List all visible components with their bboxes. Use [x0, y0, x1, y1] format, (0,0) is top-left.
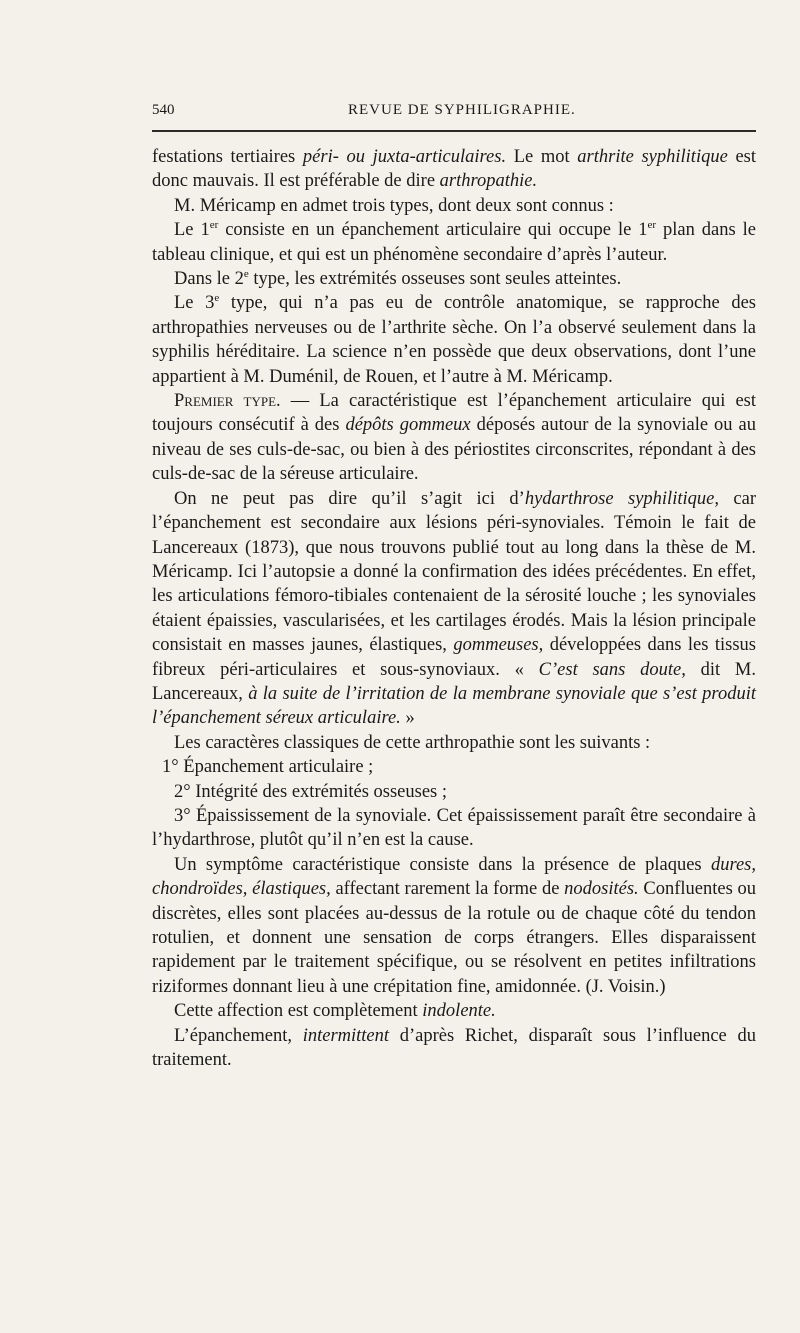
page-number: 540 — [152, 102, 175, 118]
paragraph: Premier type. — La caractéristique est l’épanchement articulaire qui est toujours consécutif à des dépôts gommeux déposés autour de la synoviale ou au niveau de ses culs-de-sac, ou bien à des périostites circonscrites, répondant à des culs-de-sac de la séreuse articulaire. — [152, 391, 756, 485]
header-rule — [152, 130, 756, 132]
list-item: 1° Épanchement articulaire ; — [162, 757, 374, 778]
section-heading: Premier type. — [174, 391, 281, 412]
paragraph: M. Méricamp en admet trois types, dont deux sont connus : — [174, 195, 614, 216]
paragraph: L’épanchement, intermittent d’après Richet, disparaît sous l’influence du traitement. — [152, 1025, 756, 1071]
paragraph: Cette affection est complètement indolente. — [174, 1001, 496, 1022]
body-text — [152, 145, 756, 1072]
running-title: REVUE DE SYPHILIGRAPHIE. — [348, 102, 576, 118]
list-item: 3° Épaississement de la synoviale. Cet épaississement paraît être secondaire à l’hydarthrose, plutôt qu’il n’en est la cause. — [152, 805, 756, 851]
paragraph: Le 3e type, qui n’a pas eu de contrôle anatomique, se rapproche des arthropathies nerveuses ou de l’arthrite sèche. On l’a observé seulement dans la syphilis héréditaire. La science n’en possède que deux observations, dont l’une appartient à M. Duménil, de Rouen, et l’autre à M. Méricamp. — [152, 292, 757, 387]
paragraph: Un symptôme caractéristique consiste dans la présence de plaques dures, chondroïdes, élastiques, affectant rarement la forme de nodosités. Confluentes ou discrètes, elles sont placées au-dessus de la rotule ou de chaque côté du tendon rotulien, et donnent une sensation de corps étrangers. Elles disparaissent rapidement par le traitement spécifique, ou se résolvent en petites infiltrations riziformes donnant lieu à une crépitation fine, amidonnée. (J. Voisin.) — [152, 854, 756, 997]
paragraph: Le 1er consiste en un épanchement articulaire qui occupe le 1er plan dans le tableau clinique, et qui est un phénomène secondaire d’après l’auteur. — [152, 219, 757, 265]
paragraph: Les caractères classiques de cette arthropathie sont les suivants : — [174, 732, 651, 753]
paragraph: festations tertiaires péri- ou juxta-articulaires. Le mot arthrite syphilitique est donc mauvais. Il est préférable de dire arthropathie. — [152, 147, 756, 192]
running-header — [152, 100, 752, 126]
paragraph: On ne peut pas dire qu’il s’agit ici d’hydarthrose syphilitique, car l’épanchement est secondaire aux lésions péri-synoviales. Témoin le fait de Lancereaux (1873), que nous trouvons publié tout au long dans la thèse de M. Méricamp. Ici l’autopsie a donné la confirmation des idées précédentes. En effet, les articulations fémoro-tibiales contenaient de la sérosité louche ; les synoviales étaient épaissies, vascularisées, et les cartilages érodés. Mais la lésion principale consistait en masses jaunes, élastiques, gommeuses, développées dans les tissus fibreux péri-articulaires et sous-synoviaux. « C’est sans doute, dit M. Lancereaux, à la suite de l’irritation de la membrane synoviale que s’est produit l’épanchement séreux articulaire. » — [152, 488, 757, 729]
list-item: 2° Intégrité des extrémités osseuses ; — [174, 781, 448, 802]
paragraph: Dans le 2e type, les extrémités osseuses sont seules atteintes. — [174, 267, 622, 290]
